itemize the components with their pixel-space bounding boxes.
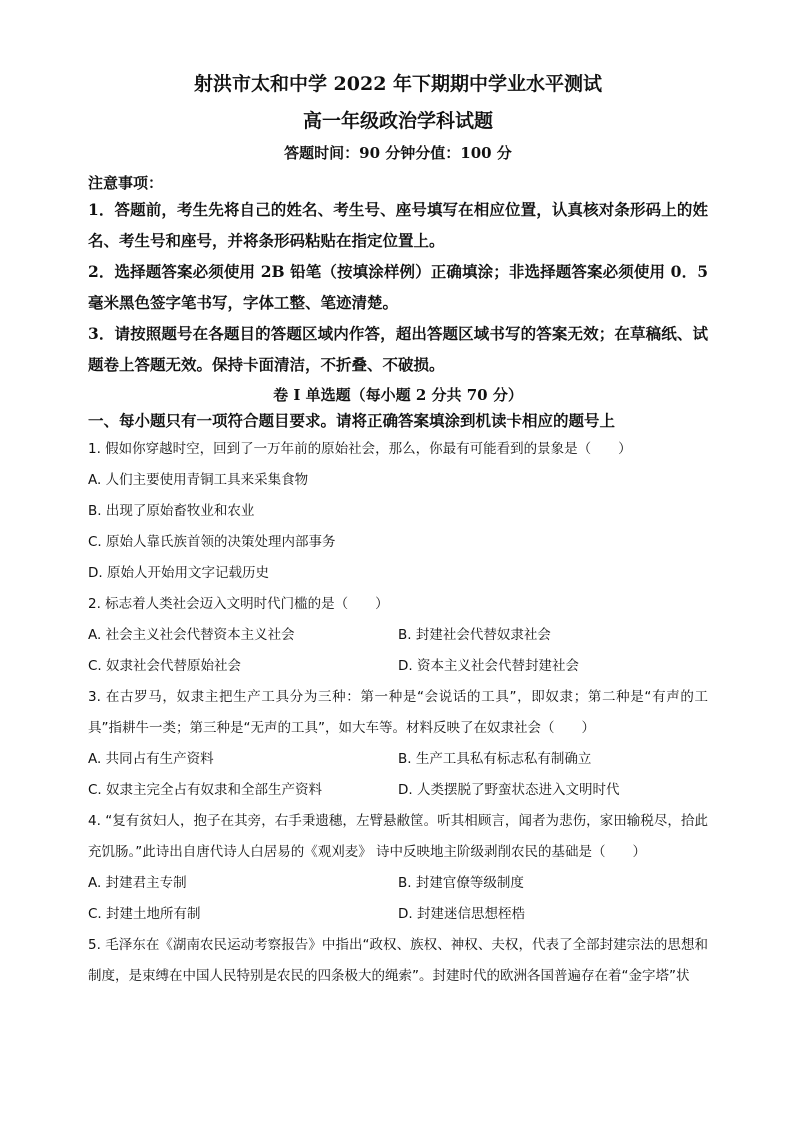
option-c: C. 奴隶社会代替原始社会: [88, 658, 242, 674]
option-b: B. 封建官僚等级制度: [398, 875, 524, 891]
question-2: [88, 589, 708, 682]
option-d: D. 原始人开始用文字记载历史: [88, 565, 269, 581]
exam-meta: 答题时间：90 分钟分值：100 分: [284, 144, 512, 162]
option-a: A. 人们主要使用青铜工具来采集食物: [88, 472, 309, 488]
option-a: A. 社会主义社会代替资本主义社会: [88, 627, 295, 643]
section-instruction: 一、每小题只有一项符合题目要求。请将正确答案填涂到机读卡相应的题号上: [88, 411, 616, 430]
option-b: B. 封建社会代替奴隶社会: [398, 627, 551, 643]
question-1: [88, 434, 708, 589]
option-a: A. 共同占有生产资料: [88, 751, 214, 767]
notice-item: 1．答题前，考生先将自己的姓名、考生号、座号填写在相应位置，认真核对条形码上的姓名、考生号和座号，并将条形码粘贴在指定位置上。: [88, 200, 708, 250]
notice-item: 3．请按照题号在各题目的答题区域内作答，超出答题区域书写的答案无效；在草稿纸、试题卷上答题无效。保持卡面清洁，不折叠、不破损。: [88, 324, 708, 374]
notice-item: 2．选择题答案必须使用 2B 铅笔（按填涂样例）正确填涂；非选择题答案必须使用 0．5 毫米黑色签字笔书写，字体工整、笔迹清楚。: [88, 262, 708, 312]
option-c: C. 原始人靠氏族首领的决策处理内部事务: [88, 534, 336, 550]
question-stem: 1. 假如你穿越时空，回到了一万年前的原始社会，那么，你最有可能看到的景象是（ ）: [88, 441, 632, 457]
question-stem: 3. 在古罗马，奴隶主把生产工具分为三种：第一种是“会说话的工具”，即奴隶；第二种是“有声的工具”指耕牛一类；第三种是“无声的工具”，如大车等。材料反映了在奴隶社会（ ）: [88, 689, 708, 736]
exam-title: 射洪市太和中学 2022 年下期期中学业水平测试: [193, 73, 603, 95]
option-d: D. 人类摆脱了野蛮状态进入文明时代: [398, 782, 620, 798]
option-d: D. 封建迷信思想桎梏: [398, 906, 525, 922]
option-b: B. 出现了原始畜牧业和农业: [88, 503, 255, 519]
question-3: [88, 682, 708, 806]
option-d: D. 资本主义社会代替封建社会: [398, 658, 579, 674]
exam-subtitle: 高一年级政治学科试题: [302, 110, 493, 132]
section-title: 卷 I 单选题（每小题 2 分共 70 分）: [273, 386, 523, 404]
question-stem: 2. 标志着人类社会迈入文明时代门槛的是（ ）: [88, 596, 389, 612]
notice-heading: 注意事项：: [88, 174, 164, 192]
option-b: B. 生产工具私有标志私有制确立: [398, 751, 592, 767]
option-c: C. 奴隶主完全占有奴隶和全部生产资料: [88, 782, 323, 798]
option-c: C. 封建土地所有制: [88, 906, 201, 922]
question-stem: 4. “复有贫妇人，抱子在其旁，右手秉遗穗，左臂悬敝筐。听其相顾言，闻者为悲伤，家田输税尽，拾此充饥肠。”此诗出自唐代诗人白居易的《观刈麦》 诗中反映地主阶级剥削农民的基础是（ ）: [88, 813, 708, 860]
option-a: A. 封建君主专制: [88, 875, 187, 891]
question-4: [88, 806, 708, 930]
question-stem: 5. 毛泽东在《湖南农民运动考察报告》中指出“政权、族权、神权、夫权，代表了全部封建宗法的思想和制度，是束缚在中国人民特别是农民的四条极大的绳索”。封建时代的欧洲各国普遍存在着“金字塔”状: [88, 937, 708, 984]
question-5: [88, 930, 708, 992]
